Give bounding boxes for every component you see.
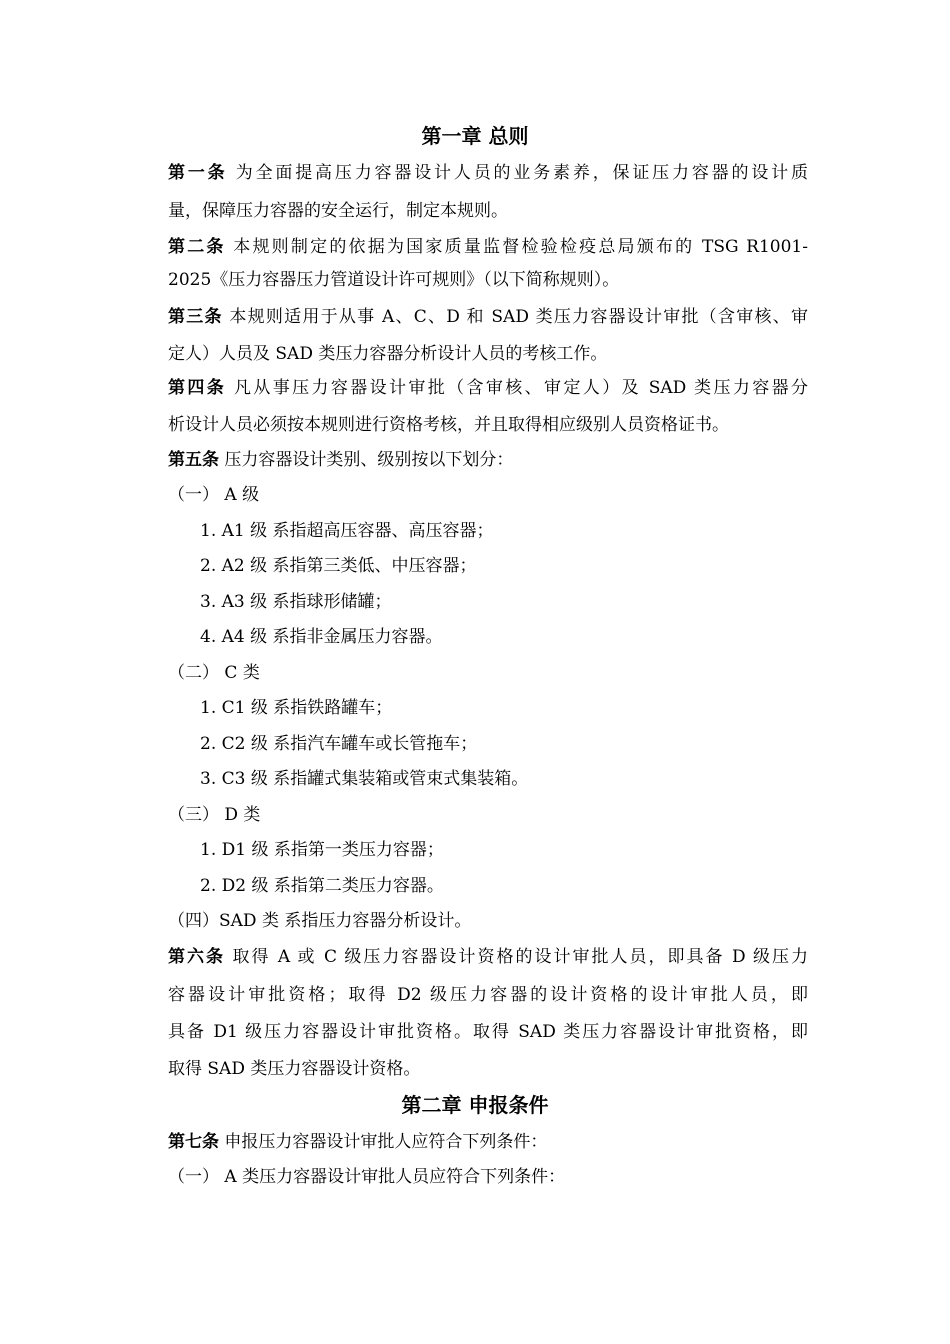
group-c-title: （二） C 类 — [168, 663, 260, 683]
article-4-text-1: 凡从事压力容器设计审批（含审核、审定人）及 SAD 类压力容器分 — [226, 378, 809, 398]
group-c-item-3: 3. C3 级 系指罐式集装箱或管束式集装箱。 — [200, 769, 529, 789]
article-3-label: 第三条 — [168, 307, 223, 327]
group-a-item-4: 4. A4 级 系指非金属压力容器。 — [200, 627, 443, 647]
article-2-line-2: 2025《压力容器压力管道设计许可规则》（以下简称规则）。 — [168, 270, 620, 290]
group-d-item-2: 2. D2 级 系指第二类压力容器。 — [200, 876, 444, 896]
article-4-line-2: 析设计人员必须按本规则进行资格考核，并且取得相应级别人员资格证书。 — [168, 415, 729, 435]
article-1-line-2: 量，保障压力容器的安全运行，制定本规则。 — [168, 201, 508, 221]
group-c-item-1: 1. C1 级 系指铁路罐车； — [200, 698, 393, 718]
article-6-line-3: 具备 D1 级压力容器设计审批资格。取得 SAD 类压力容器设计审批资格，即 — [168, 1022, 808, 1042]
article-2-label: 第二条 — [168, 237, 226, 257]
article-7-label: 第七条 — [168, 1132, 219, 1152]
article-1-line-1 — [168, 161, 808, 185]
group-a-item-2: 2. A2 级 系指第三类低、中压容器； — [200, 556, 477, 576]
group-d-item-1: 1. D1 级 系指第一类压力容器； — [200, 840, 444, 860]
article-6-text-1: 取得 A 或 C 级压力容器设计资格的设计审批人员，即具备 D 级压力 — [225, 947, 808, 967]
article-4-line-1 — [168, 376, 808, 400]
article-5-line-1 — [168, 448, 808, 472]
group-d-title: （三） D 类 — [168, 805, 261, 825]
article-6-line-2: 容器设计审批资格；取得 D2 级压力容器的设计资格的设计审批人员，即 — [168, 985, 808, 1005]
article-6-label: 第六条 — [168, 947, 226, 967]
article-2-text-1: 本规则制定的依据为国家质量监督检验检疫总局颁布的 TSG R1001- — [225, 237, 808, 257]
chapter-2-title: 第二章 申报条件 — [401, 1093, 549, 1117]
article-7-sub-title: （一） A 类压力容器设计审批人员应符合下列条件： — [168, 1167, 566, 1187]
article-5-label: 第五条 — [168, 450, 219, 470]
article-1-label: 第一条 — [168, 163, 228, 183]
group-a-title: （一） A 级 — [168, 485, 260, 505]
article-3-line-2: 定人）人员及 SAD 类压力容器分析设计人员的考核工作。 — [168, 344, 608, 364]
article-6-line-4: 取得 SAD 类压力容器设计资格。 — [168, 1059, 421, 1079]
group-c-item-2: 2. C2 级 系指汽车罐车或长管拖车； — [200, 734, 478, 754]
article-5-text-1: 压力容器设计类别、级别按以下划分： — [219, 450, 514, 470]
article-7-text-1: 申报压力容器设计审批人应符合下列条件： — [219, 1132, 548, 1152]
group-sad-title: （四）SAD 类 系指压力容器分析设计。 — [168, 911, 472, 931]
group-a-item-3: 3. A3 级 系指球形储罐； — [200, 592, 392, 612]
group-a-item-1: 1. A1 级 系指超高压容器、高压容器； — [200, 521, 494, 541]
chapter-1-title: 第一章 总则 — [421, 124, 529, 148]
article-4-label: 第四条 — [168, 378, 227, 398]
article-6-line-1 — [168, 945, 808, 969]
article-3-text-1: 本规则适用于从事 A、C、D 和 SAD 类压力容器设计审批（含审核、审 — [222, 307, 808, 327]
article-7-line-1 — [168, 1130, 808, 1154]
article-1-text-1: 为全面提高压力容器设计人员的业务素养，保证压力容器的设计质 — [227, 163, 809, 183]
article-3-line-1 — [168, 305, 808, 329]
article-2-line-1 — [168, 235, 808, 259]
